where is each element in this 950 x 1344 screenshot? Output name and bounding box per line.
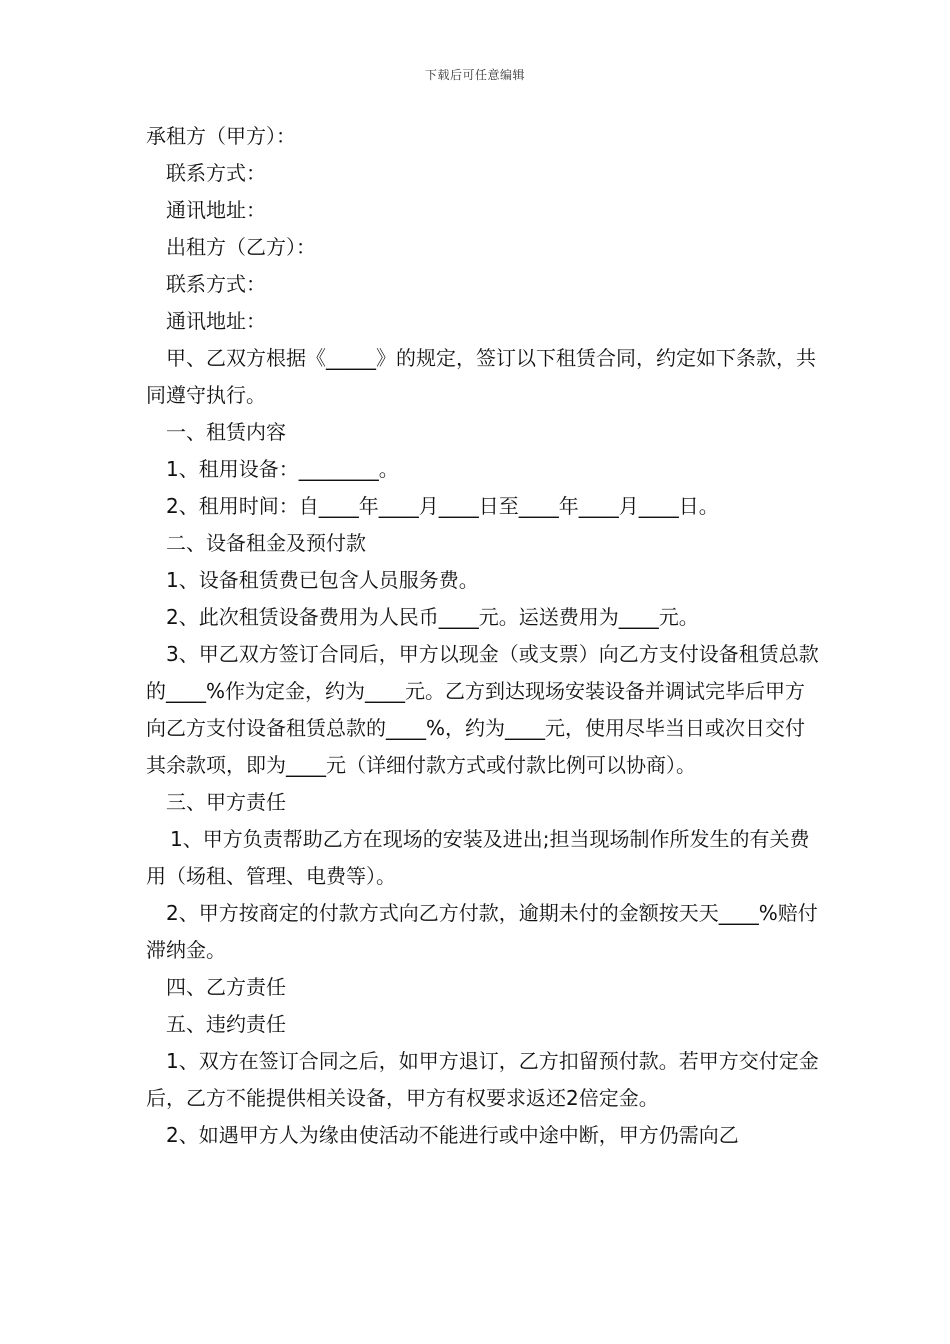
clause-equipment-fee: 2、此次租赁设备费用为人民币____元。运送费用为____元。 — [166, 605, 699, 629]
lessee-contact-label: 联系方式： — [166, 161, 266, 185]
lessor-label: 出租方（乙方）： — [166, 235, 316, 259]
lessor-address-label: 通讯地址： — [166, 309, 266, 333]
page-header: 下载后可任意编辑 — [424, 68, 525, 82]
clause-party-a-install: 1、甲方负责帮助乙方在现场的安装及进出;担当现场制作所发生的有关费用（场租、管理、电费等）。 — [146, 827, 810, 888]
section-heading-breach: 五、违约责任 — [166, 1012, 286, 1036]
preamble-paragraph: 甲、乙双方根据《_____》的规定，签订以下租赁合同，约定如下条款，共同遵守执行。 — [146, 346, 816, 407]
clause-lease-period: 2、租用时间：自____年____月____日至____年____月____日。 — [166, 494, 719, 518]
clause-equipment: 1、租用设备：________。 — [166, 457, 399, 481]
section-heading-rent: 二、设备租金及预付款 — [166, 531, 366, 555]
lessor-contact-label: 联系方式： — [166, 272, 266, 296]
section-heading-party-a: 三、甲方责任 — [166, 790, 286, 814]
clause-deposit: 3、甲乙双方签订合同后，甲方以现金（或支票）向乙方支付设备租赁总款的____%作为定金，约为____元。乙方到达现场安装设备并调试完毕后甲方向乙方支付设备租赁总款的____%，约为____元，使用尽毕当日或次日交付其余款项，即为____元（详细付款方式或付款比例可以协商）。 — [146, 642, 819, 777]
clause-service-fee: 1、设备租赁费已包含人员服务费。 — [166, 568, 479, 592]
lessee-address-label: 通讯地址： — [166, 198, 266, 222]
contract-body — [146, 118, 820, 1154]
clause-breach-cancel: 1、双方在签订合同之后，如甲方退订，乙方扣留预付款。若甲方交付定金后，乙方不能提供相关设备，甲方有权要求返还2倍定金。 — [146, 1049, 819, 1110]
clause-party-a-payment: 2、甲方按商定的付款方式向乙方付款，逾期未付的金额按天天____%赔付滞纳金。 — [146, 901, 818, 962]
lessee-label: 承租方（甲方）： — [146, 124, 296, 148]
clause-breach-interrupt: 2、如遇甲方人为缘由使活动不能进行或中途中断，甲方仍需向乙 — [166, 1123, 739, 1147]
section-heading-lease-content: 一、租赁内容 — [166, 420, 286, 444]
section-heading-party-b: 四、乙方责任 — [166, 975, 286, 999]
